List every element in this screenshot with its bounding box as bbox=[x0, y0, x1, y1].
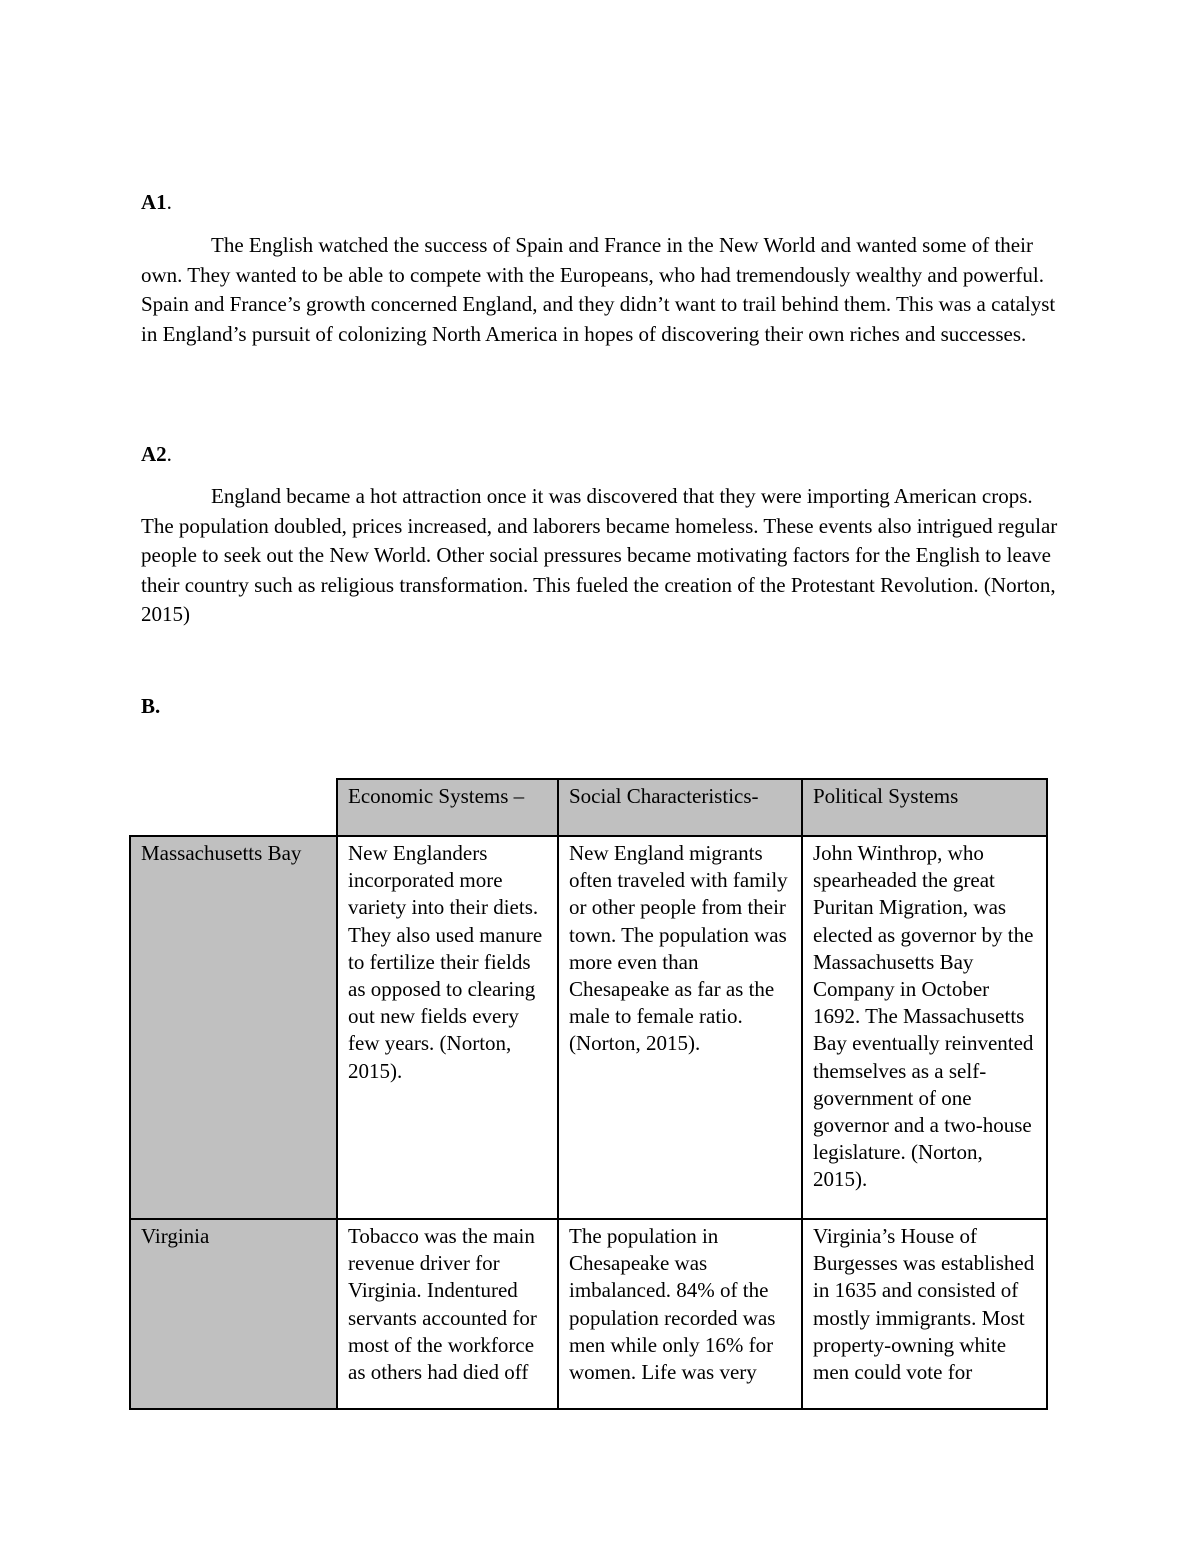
table-row bbox=[130, 1219, 1047, 1409]
paragraph-a2: England became a hot attraction once it was discovered that they were importing American crops. The population doubled, prices increased, and laborers became homeless. These events also intrigued regular people to seek out the New World. Other social pressures became motivating factors for the English to leave their country such as religious transformation. This fueled the creation of the Protestant Revolution. (Norton, 2015) bbox=[141, 484, 1058, 626]
table-cell-economic: New Englanders incorporated more variety into their diets. They also used manure to fertilize their fields as opposed to clearing out new fields every few years. (Norton, 2015). bbox=[337, 836, 558, 1219]
table-cell-political: Virginia’s House of Burgesses was established in 1635 and consisted of mostly immigrants. Most property-owning white men could vote for bbox=[802, 1219, 1047, 1409]
table-cell-economic: Tobacco was the main revenue driver for Virginia. Indentured servants accounted for most of the workforce as others had died off bbox=[337, 1219, 558, 1409]
row-label-massachusetts-bay: Massachusetts Bay bbox=[130, 836, 337, 1219]
table-cell-social: The population in Chesapeake was imbalanced. 84% of the population recorded was men while only 16% for women. Life was very bbox=[558, 1219, 802, 1409]
comparison-table bbox=[129, 778, 1048, 1410]
table-corner-cell bbox=[130, 779, 337, 836]
section-heading-b: B. bbox=[141, 694, 161, 718]
table-row bbox=[130, 836, 1047, 1219]
table-cell-social: New England migrants often traveled with family or other people from their town. The population was more even than Chesapeake as far as the male to female ratio. (Norton, 2015). bbox=[558, 836, 802, 1219]
table-header-economic: Economic Systems – bbox=[337, 779, 558, 836]
section-heading-a2: A2. bbox=[141, 442, 172, 466]
table-header-social: Social Characteristics- bbox=[558, 779, 802, 836]
section-heading-a1: A1. bbox=[141, 190, 172, 214]
table-cell-political: John Winthrop, who spearheaded the great Puritan Migration, was elected as governor by the Massachusetts Bay Company in October 1692. The Massachusetts Bay eventually reinvented themselves as a self-government of one governor and a two-house legislature. (Norton, 2015). bbox=[802, 836, 1047, 1219]
row-label-virginia: Virginia bbox=[130, 1219, 337, 1409]
table-header-row bbox=[130, 779, 1047, 836]
table-header-political: Political Systems bbox=[802, 779, 1047, 836]
paragraph-a1: The English watched the success of Spain and France in the New World and wanted some of their own. They wanted to be able to compete with the Europeans, who had tremendously wealthy and powerful. Spain and France’s growth concerned England, and they didn’t want to trail behind them. This was a catalyst in England’s pursuit of colonizing North America in hopes of discovering their own riches and successes. bbox=[141, 233, 1056, 346]
